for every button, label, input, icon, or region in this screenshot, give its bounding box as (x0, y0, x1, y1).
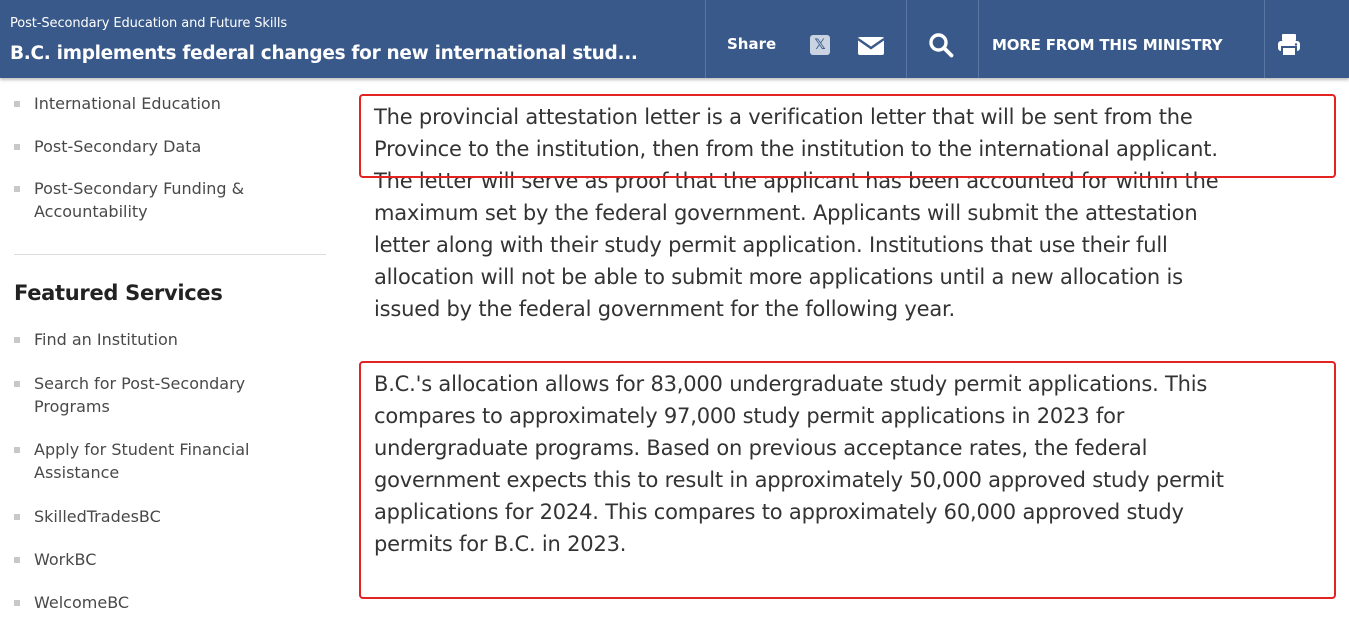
featured-link-skilledtradesbc[interactable]: SkilledTradesBC (34, 507, 161, 526)
bullet-marker (14, 447, 20, 453)
bullet-marker (14, 186, 20, 192)
header-divider (705, 0, 706, 78)
highlight-box-allocation (359, 361, 1336, 599)
share-label: Share (727, 35, 777, 53)
featured-link-find-institution[interactable]: Find an Institution (34, 330, 178, 349)
bullet-marker (14, 557, 20, 563)
paragraph-attestation-line: issued by the federal government for the following year. (374, 297, 955, 321)
sidebar (0, 78, 340, 623)
paragraph-attestation-line: The letter will serve as proof that the applicant has been accounted for within the (374, 169, 1219, 193)
header-title-area (0, 0, 705, 78)
paragraph-allocation-line: undergraduate programs. Based on previous acceptance rates, the federal (374, 436, 1148, 460)
featured-link-welcomebc[interactable]: WelcomeBC (34, 593, 130, 612)
header-divider (1264, 0, 1265, 78)
sidebar-link-funding-accountability[interactable]: Post-Secondary Funding & Accountability (34, 179, 245, 221)
sidebar-link-post-secondary-data[interactable]: Post-Secondary Data (34, 137, 202, 156)
paragraph-allocation-line: government expects this to result in approximately 50,000 approved study permit (374, 468, 1224, 492)
bullet-marker (14, 144, 20, 150)
paragraph-allocation-line: permits for B.C. in 2023. (374, 532, 627, 556)
paragraph-allocation-line: compares to approximately 97,000 study permit applications in 2023 for (374, 404, 1125, 428)
more-from-ministry-button[interactable]: MORE FROM THIS MINISTRY (992, 36, 1223, 54)
x-twitter-icon[interactable]: 𝕏 (810, 35, 830, 55)
email-icon[interactable] (857, 36, 885, 56)
header-divider (978, 0, 979, 78)
ministry-name[interactable]: Post-Secondary Education and Future Skills (10, 16, 288, 31)
search-icon[interactable] (928, 32, 954, 58)
featured-link-search-programs[interactable]: Search for Post-Secondary Programs (34, 374, 246, 416)
featured-link-workbc[interactable]: WorkBC (34, 550, 97, 569)
highlight-box-attestation (359, 94, 1336, 178)
page-header (0, 0, 1349, 78)
paragraph-attestation-line: The provincial attestation letter is a verification letter that will be sent from the (374, 105, 1193, 129)
featured-services-heading: Featured Services (14, 281, 223, 305)
paragraph-allocation-line: applications for 2024. This compares to approximately 60,000 approved study (374, 500, 1184, 524)
paragraph-attestation-line: letter along with their study permit application. Institutions that use their full (374, 233, 1168, 257)
paragraph-attestation-line: maximum set by the federal government. Applicants will submit the attestation (374, 201, 1198, 225)
paragraph-attestation-line: Province to the institution, then from the institution to the international applicant. (374, 137, 1218, 161)
bullet-marker (14, 600, 20, 606)
header-divider (906, 0, 907, 78)
paragraph-attestation-line: allocation will not be able to submit more applications until a new allocation is (374, 265, 1183, 289)
bullet-marker (14, 381, 20, 387)
print-icon[interactable] (1276, 32, 1302, 58)
paragraph-allocation-line: B.C.'s allocation allows for 83,000 undergraduate study permit applications. This (374, 372, 1208, 396)
bullet-marker (14, 101, 20, 107)
article-title: B.C. implements federal changes for new international stud... (10, 43, 638, 64)
sidebar-link-international-education[interactable]: International Education (34, 94, 221, 113)
sidebar-divider (14, 254, 326, 255)
featured-link-student-financial-assistance[interactable]: Apply for Student Financial Assistance (34, 440, 250, 482)
bullet-marker (14, 514, 20, 520)
bullet-marker (14, 337, 20, 343)
